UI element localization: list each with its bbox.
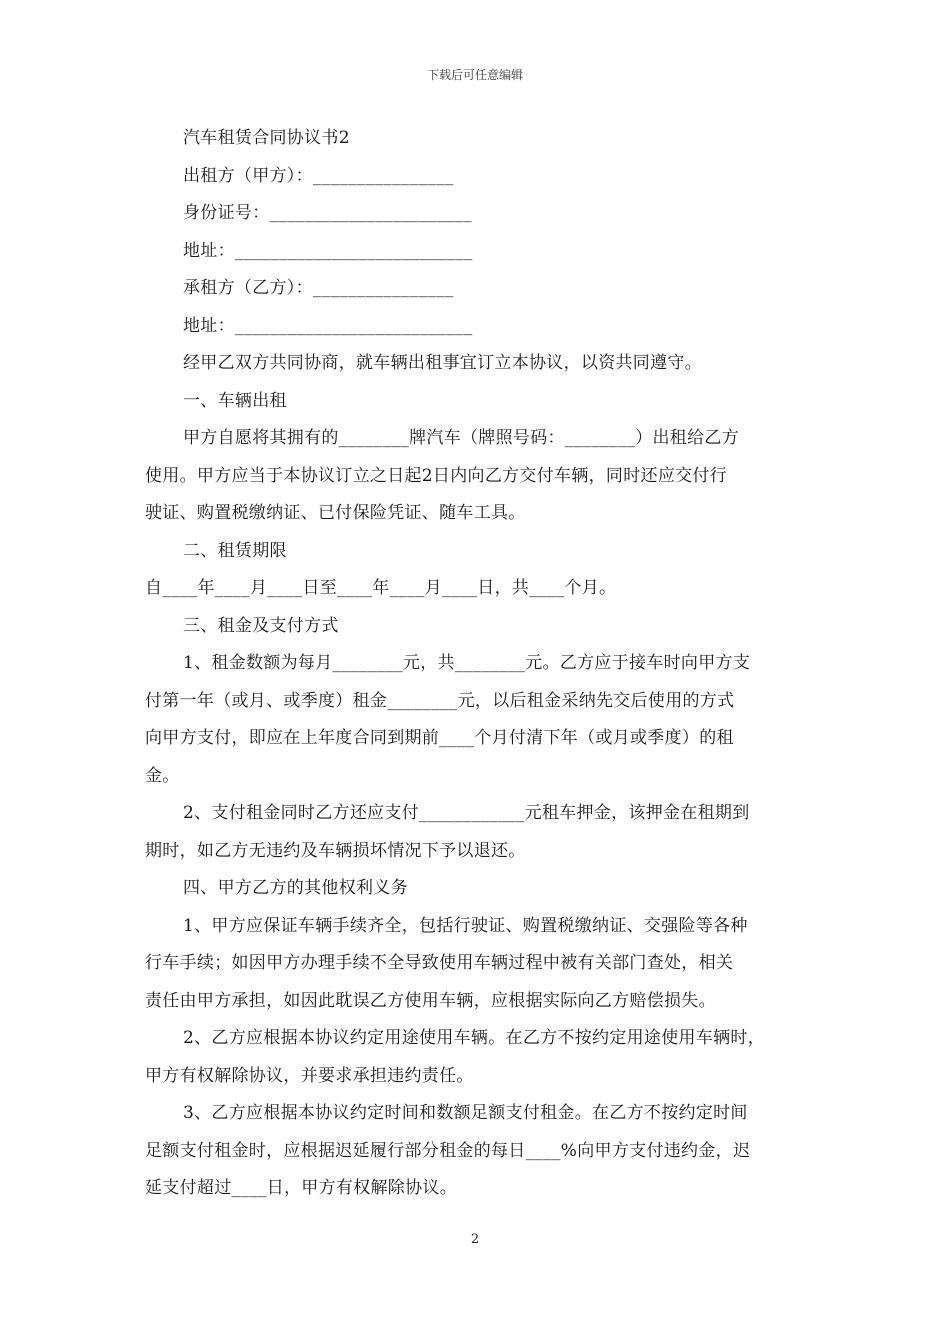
obligation-item-1-line: 责任由甲方承担，如因此耽误乙方使用车辆，应根据实际向乙方赔偿损失。	[145, 990, 716, 1011]
obligation-item-1-line: 1、甲方应保证车辆手续齐全，包括行驶证、购置税缴纳证、交强险等各种	[183, 915, 748, 936]
section-heading-4: 四、甲方乙方的其他权利义务	[183, 878, 408, 898]
section-heading-3: 三、租金及支付方式	[183, 615, 339, 636]
rent-item-2-line: 2、支付租金同时乙方还应支付____________元租车押金，该押金在租期到	[183, 803, 750, 823]
obligation-item-2-line: 2、乙方应根据本协议约定用途使用车辆。在乙方不按约定用途使用车辆时，	[183, 1028, 766, 1048]
obligation-item-3-line: 延支付超过____日，甲方有权解除协议。	[145, 1178, 457, 1198]
rent-item-2-line: 期时，如乙方无违约及车辆损坏情况下予以退还。	[145, 840, 526, 861]
section1-para-line: 使用。甲方应当于本协议订立之日起2日内向乙方交付车辆，同时还应交付行	[145, 465, 728, 486]
document-title: 汽车租赁合同协议书2	[183, 128, 350, 148]
document-body	[145, 120, 810, 1208]
obligation-item-1-line: 行车手续；如因甲方办理手续不全导致使用车辆过程中被有关部门查处，相关	[145, 953, 734, 973]
rent-item-1-line: 金。	[145, 765, 180, 786]
page-header-note: 下载后可任意编辑	[426, 68, 523, 82]
obligation-item-3-line: 足额支付租金时，应根据迟延履行部分租金的每日____%向甲方支付违约金，迟	[145, 1140, 751, 1161]
lessee-address-field: 地址：___________________________	[183, 315, 473, 336]
lessee-field: 承租方（乙方）：________________	[183, 278, 454, 298]
obligation-item-3-line: 3、乙方应根据本协议约定时间和数额足额支付租金。在乙方不按约定时间	[183, 1103, 748, 1123]
section1-para-line: 驶证、购置税缴纳证、已付保险凭证、随车工具。	[145, 503, 526, 523]
lessor-address-field: 地址：___________________________	[183, 240, 473, 261]
lease-term-line: 自____年____月____日至____年____月____日，共____个月。	[145, 578, 617, 598]
lessor-field: 出租方（甲方）：________________	[183, 165, 454, 186]
section-heading-1: 一、车辆出租	[183, 390, 287, 411]
rent-item-1-line: 1、租金数额为每月________元，共________元。乙方应于接车时向甲方支	[183, 653, 751, 673]
section-heading-2: 二、租赁期限	[183, 540, 287, 561]
section1-para-line: 甲方自愿将其拥有的________牌汽车（牌照号码：________）出租给乙方	[183, 428, 739, 448]
id-number-field: 身份证号：_______________________	[183, 203, 472, 223]
obligation-item-2-line: 甲方有权解除协议，并要求承担违约责任。	[145, 1065, 474, 1086]
intro-paragraph: 经甲乙双方共同协商，就车辆出租事宜订立本协议，以资共同遵守。	[183, 353, 702, 373]
page-number: 2	[470, 1232, 480, 1247]
rent-item-1-line: 向甲方支付，即应在上年度合同到期前____个月付清下年（或月或季度）的租	[145, 728, 734, 748]
rent-item-1-line: 付第一年（或月、或季度）租金________元，以后租金采纳先交后使用的方式	[145, 690, 735, 711]
